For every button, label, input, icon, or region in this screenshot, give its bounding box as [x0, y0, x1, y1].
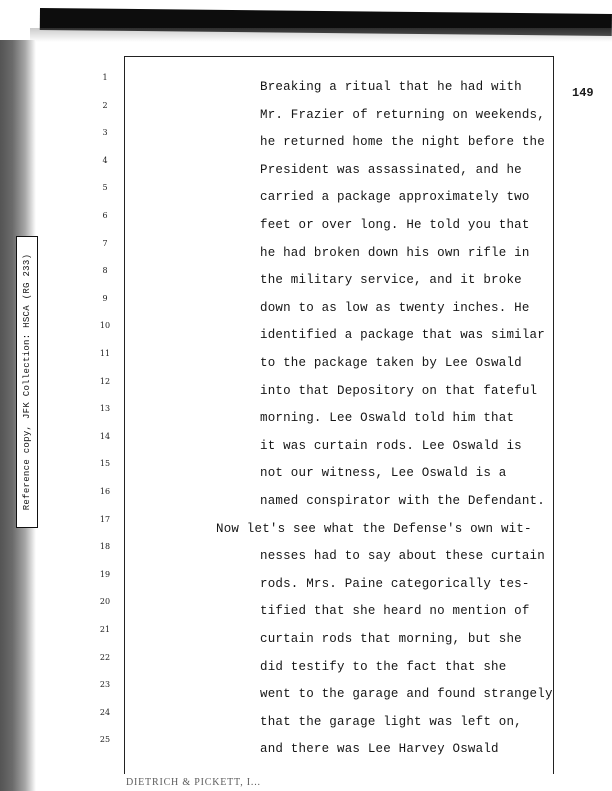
transcript-line: morning. Lee Oswald told him that [260, 411, 515, 426]
line-number: 3 [102, 128, 108, 138]
transcript-line: he returned home the night before the [260, 135, 545, 150]
transcript-line: identified a package that was similar [260, 328, 545, 343]
line-number: 13 [99, 404, 111, 414]
line-number: 4 [102, 155, 108, 165]
transcript-line: and there was Lee Harvey Oswald [260, 742, 499, 757]
page-number: 149 [572, 86, 594, 100]
transcript-line: Breaking a ritual that he had with [260, 80, 522, 94]
transcript-line: Now let's see what the Defense's own wit- [216, 521, 532, 536]
transcript-line: to the package taken by Lee Oswald [260, 356, 522, 370]
transcript-line: into that Depository on that fateful [260, 383, 538, 398]
footer-reporter: DIETRICH & PICKETT, I... [126, 777, 261, 788]
line-number: 21 [99, 625, 111, 634]
line-number: 25 [99, 735, 111, 745]
line-number: 5 [102, 183, 108, 193]
line-number: 8 [102, 266, 108, 276]
line-number: 17 [99, 514, 111, 524]
line-number: 9 [102, 293, 108, 303]
line-number: 16 [99, 487, 111, 496]
line-number: 12 [99, 376, 111, 386]
line-number: 2 [102, 100, 108, 110]
transcript-line: curtain rods that morning, but she [260, 632, 522, 646]
transcript-line: named conspirator with the Defendant. [260, 494, 545, 508]
line-number: 22 [99, 652, 111, 662]
line-number: 19 [99, 569, 111, 579]
archive-stamp [16, 236, 38, 528]
line-number: 6 [102, 211, 108, 220]
transcript-line: not our witness, Lee Oswald is a [260, 466, 507, 481]
transcript-line: Mr. Frazier of returning on weekends, [260, 107, 545, 122]
transcript-line: he had broken down his own rifle in [260, 245, 530, 260]
transcript-line: it was curtain rods. Lee Oswald is [260, 438, 522, 453]
transcript-line: tified that she heard no mention of [260, 604, 530, 619]
line-number: 23 [99, 680, 111, 690]
line-number: 20 [99, 597, 111, 607]
scan-top-shadow [30, 28, 612, 42]
transcript-line: went to the garage and found strangely [260, 687, 553, 702]
line-number: 15 [99, 459, 111, 469]
line-number: 14 [99, 431, 111, 441]
line-number: 24 [99, 707, 111, 717]
line-number: 18 [99, 542, 111, 552]
transcript-line: President was assassinated, and he [260, 162, 522, 177]
transcript-line: nesses had to say about these curtain [260, 549, 545, 564]
line-number: 7 [102, 238, 108, 248]
line-number: 11 [99, 349, 111, 358]
transcript-line: carried a package approximately two [260, 190, 530, 205]
transcript-line: the military service, and it broke [260, 273, 522, 288]
transcript-line: did testify to the fact that she [260, 659, 507, 674]
transcript-line: down to as low as twenty inches. He [260, 300, 530, 315]
line-number: 1 [102, 73, 108, 82]
transcript-line: that the garage light was left on, [260, 714, 522, 729]
transcript-line: rods. Mrs. Paine categorically tes- [260, 576, 530, 591]
archive-stamp-text: Reference copy, JFK Collection: HSCA (RG 233) [22, 253, 32, 511]
line-number: 10 [99, 321, 111, 331]
transcript-line: feet or over long. He told you that [260, 218, 530, 232]
